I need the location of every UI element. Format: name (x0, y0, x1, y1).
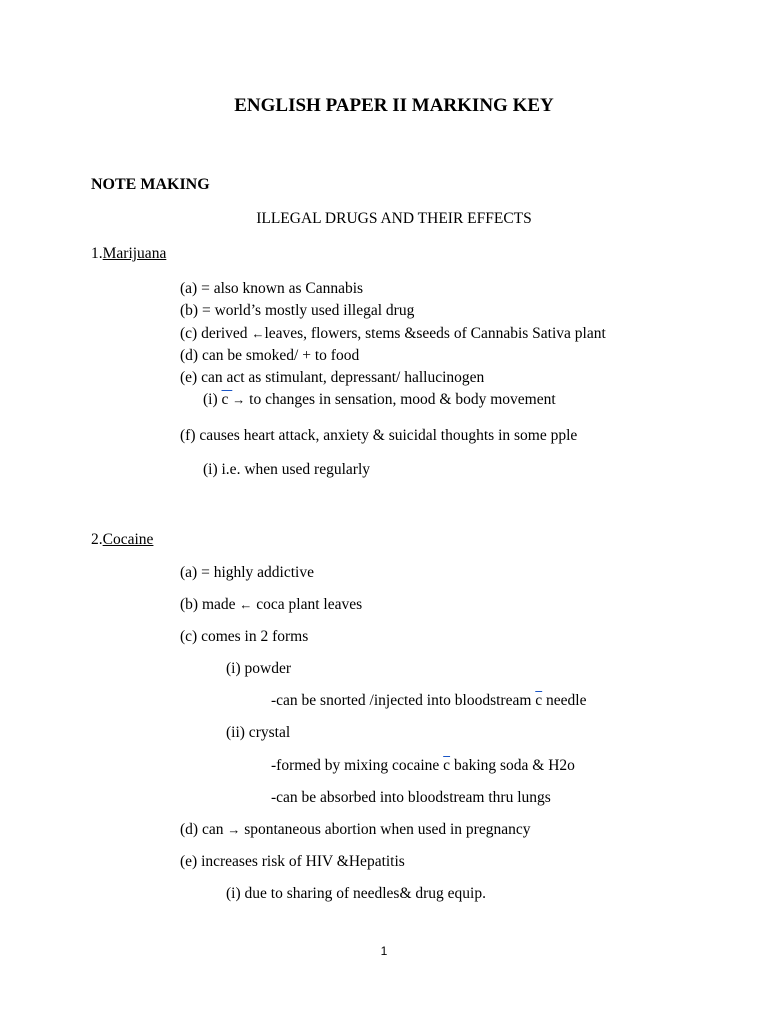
note-line: (e) can act as stimulant, depressant/ hallucinogen (180, 369, 485, 386)
c-bar-symbol: $\overline{c}$ (443, 757, 451, 774)
c-bar-symbol: c (221, 391, 233, 408)
note-line: (ii) crystal (226, 724, 291, 741)
note-line: (i) powder (226, 660, 291, 677)
note-text: needle (542, 692, 587, 709)
left-arrow-icon: ← (251, 326, 265, 341)
note-text: -can be snorted /injected into bloodstream (271, 692, 536, 709)
page-number: 1 (380, 944, 388, 958)
note-text: (c) derived (180, 325, 252, 342)
note-line: (e) increases risk of HIV &Hepatitis (180, 853, 405, 870)
note-line (180, 325, 606, 344)
note-line: (c) comes in 2 forms (180, 628, 309, 645)
note-line: (b) = world’s mostly used illegal drug (180, 302, 415, 319)
note-line: (d) can be smoked/ + to food (180, 347, 360, 364)
note-line: (i) due to sharing of needles& drug equip. (226, 885, 486, 902)
note-text: to changes in sensation, mood & body movement (245, 391, 556, 408)
right-arrow-icon: → (227, 822, 241, 837)
topic-heading: ILLEGAL DRUGS AND THEIR EFFECTS (256, 210, 532, 227)
note-line (271, 757, 575, 776)
note-line (203, 391, 556, 410)
item-title: Cocaine (102, 531, 154, 548)
note-text: (b) made (180, 596, 240, 613)
right-arrow-icon: → (232, 392, 246, 407)
c-bar-symbol: $\overline{c}$ (535, 692, 543, 709)
section-heading: NOTE MAKING (91, 176, 210, 193)
note-text: coca plant leaves (252, 596, 363, 613)
note-line: (a) = also known as Cannabis (180, 280, 364, 297)
note-text: baking soda & H2o (450, 757, 575, 774)
item-title: Marijuana (102, 245, 167, 262)
item-number: 2. (91, 531, 103, 548)
note-line: -can be absorbed into bloodstream thru lungs (271, 789, 551, 806)
note-line: (a) = highly addictive (180, 564, 314, 581)
document-title: ENGLISH PAPER II MARKING KEY (234, 95, 554, 116)
item-number: 1. (91, 245, 103, 262)
note-line: (i) i.e. when used regularly (203, 461, 370, 478)
note-line (180, 821, 530, 840)
note-line (271, 692, 587, 711)
note-text: -formed by mixing cocaine (271, 757, 444, 774)
item-heading-cocaine (91, 531, 153, 550)
note-line (180, 596, 362, 615)
note-text: (d) can (180, 821, 228, 838)
note-text: spontaneous abortion when used in pregnancy (240, 821, 531, 838)
note-line: (f) causes heart attack, anxiety & suicidal thoughts in some pple (180, 427, 578, 444)
note-text: (i) (203, 391, 222, 408)
note-text: leaves, flowers, stems &seeds of Cannabis Sativa plant (264, 325, 606, 342)
left-arrow-icon: ← (239, 597, 253, 612)
item-heading-marijuana (91, 245, 166, 264)
